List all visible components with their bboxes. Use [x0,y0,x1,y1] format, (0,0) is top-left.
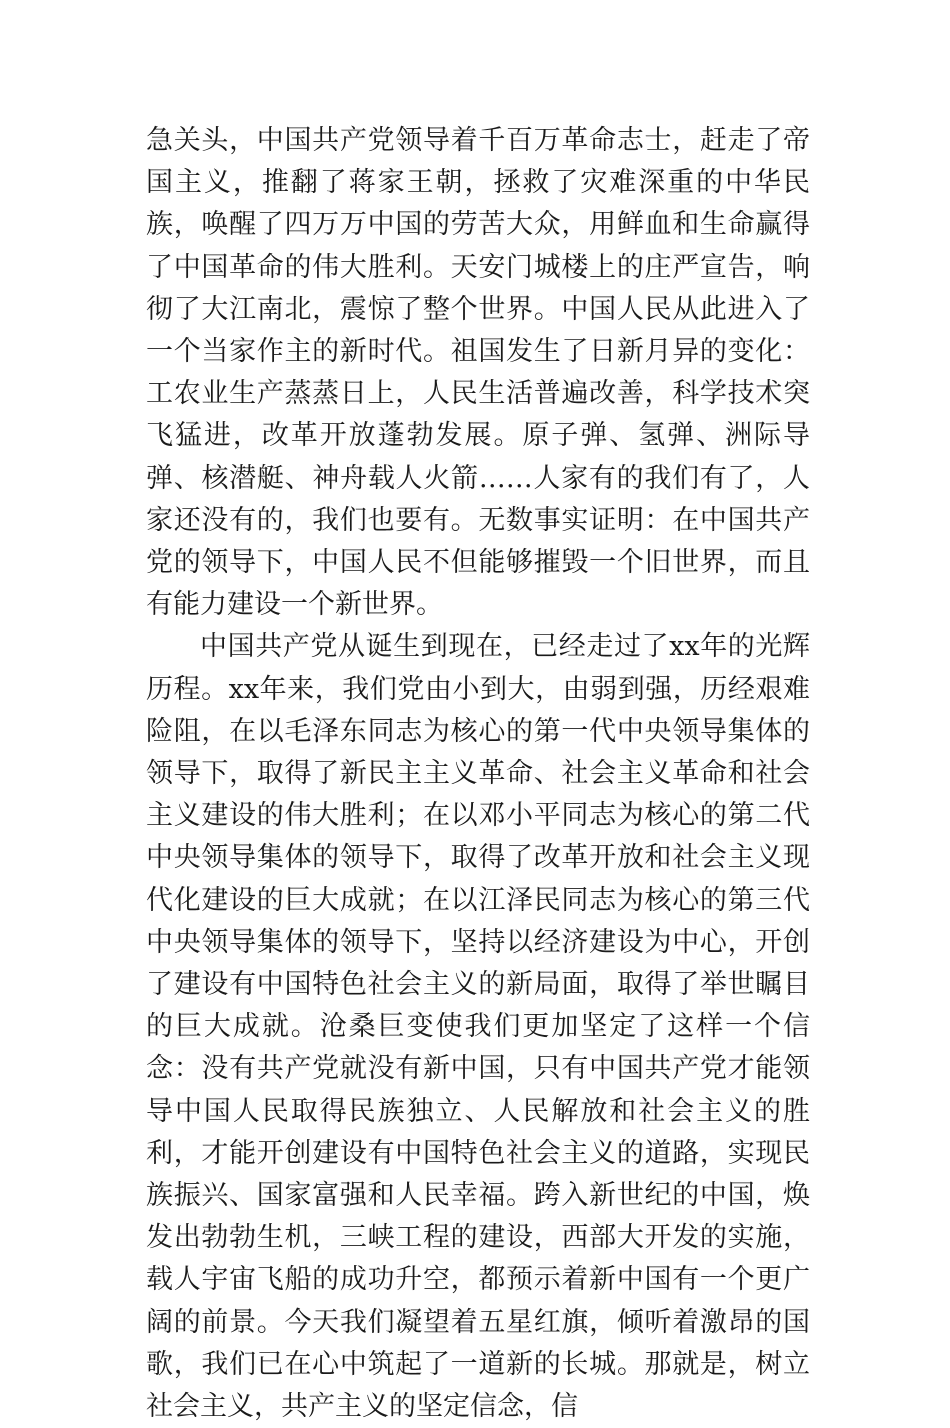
document-body [146,120,810,1428]
paragraph-continued: 急关头，中国共产党领导着千百万革命志士，赶走了帝国主义，推翻了蒋家王朝，拯救了灾难深重的中华民族，唤醒了四万万中国的劳苦大众，用鲜血和生命赢得了中国革命的伟大胜利。天安门城楼上的庄严宣告，响彻了大江南北，震惊了整个世界。中国人民从此进入了一个当家作主的新时代。祖国发生了日新月异的变化：工农业生产蒸蒸日上，人民生活普遍改善，科学技术突飞猛进，改革开放蓬勃发展。原子弹、氢弹、洲际导弹、核潜艇、神舟载人火箭……人家有的我们有了，人家还没有的，我们也要有。无数事实证明：在中国共产党的领导下，中国人民不但能够摧毁一个旧世界，而且有能力建设一个新世界。 [146,125,810,621]
paragraph: 中国共产党从诞生到现在，已经走过了xx年的光辉历程。xx年来，我们党由小到大，由弱到强，历经艰难险阻，在以毛泽东同志为核心的第一代中央领导集体的领导下，取得了新民主主义革命、社会主义革命和社会主义建设的伟大胜利；在以邓小平同志为核心的第二代中央领导集体的领导下，取得了改革开放和社会主义现代化建设的巨大成就；在以江泽民同志为核心的第三代中央领导集体的领导下，坚持以经济建设为中心，开创了建设有中国特色社会主义的新局面，取得了举世瞩目的巨大成就。沧桑巨变使我们更加坚定了这样一个信念：没有共产党就没有新中国，只有中国共产党才能领导中国人民取得民族独立、人民解放和社会主义的胜利，才能开创建设有中国特色社会主义的道路，实现民族振兴、国家富强和人民幸福。跨入新世纪的中国，焕发出勃勃生机，三峡工程的建设，西部大开发的实施，载人宇宙飞船的成功升空，都预示着新中国有一个更广阔的前景。今天我们凝望着五星红旗，倾听着激昂的国歌，我们已在心中筑起了一道新的长城。那就是，树立社会主义，共产主义的坚定信念，信 [146,631,810,1423]
